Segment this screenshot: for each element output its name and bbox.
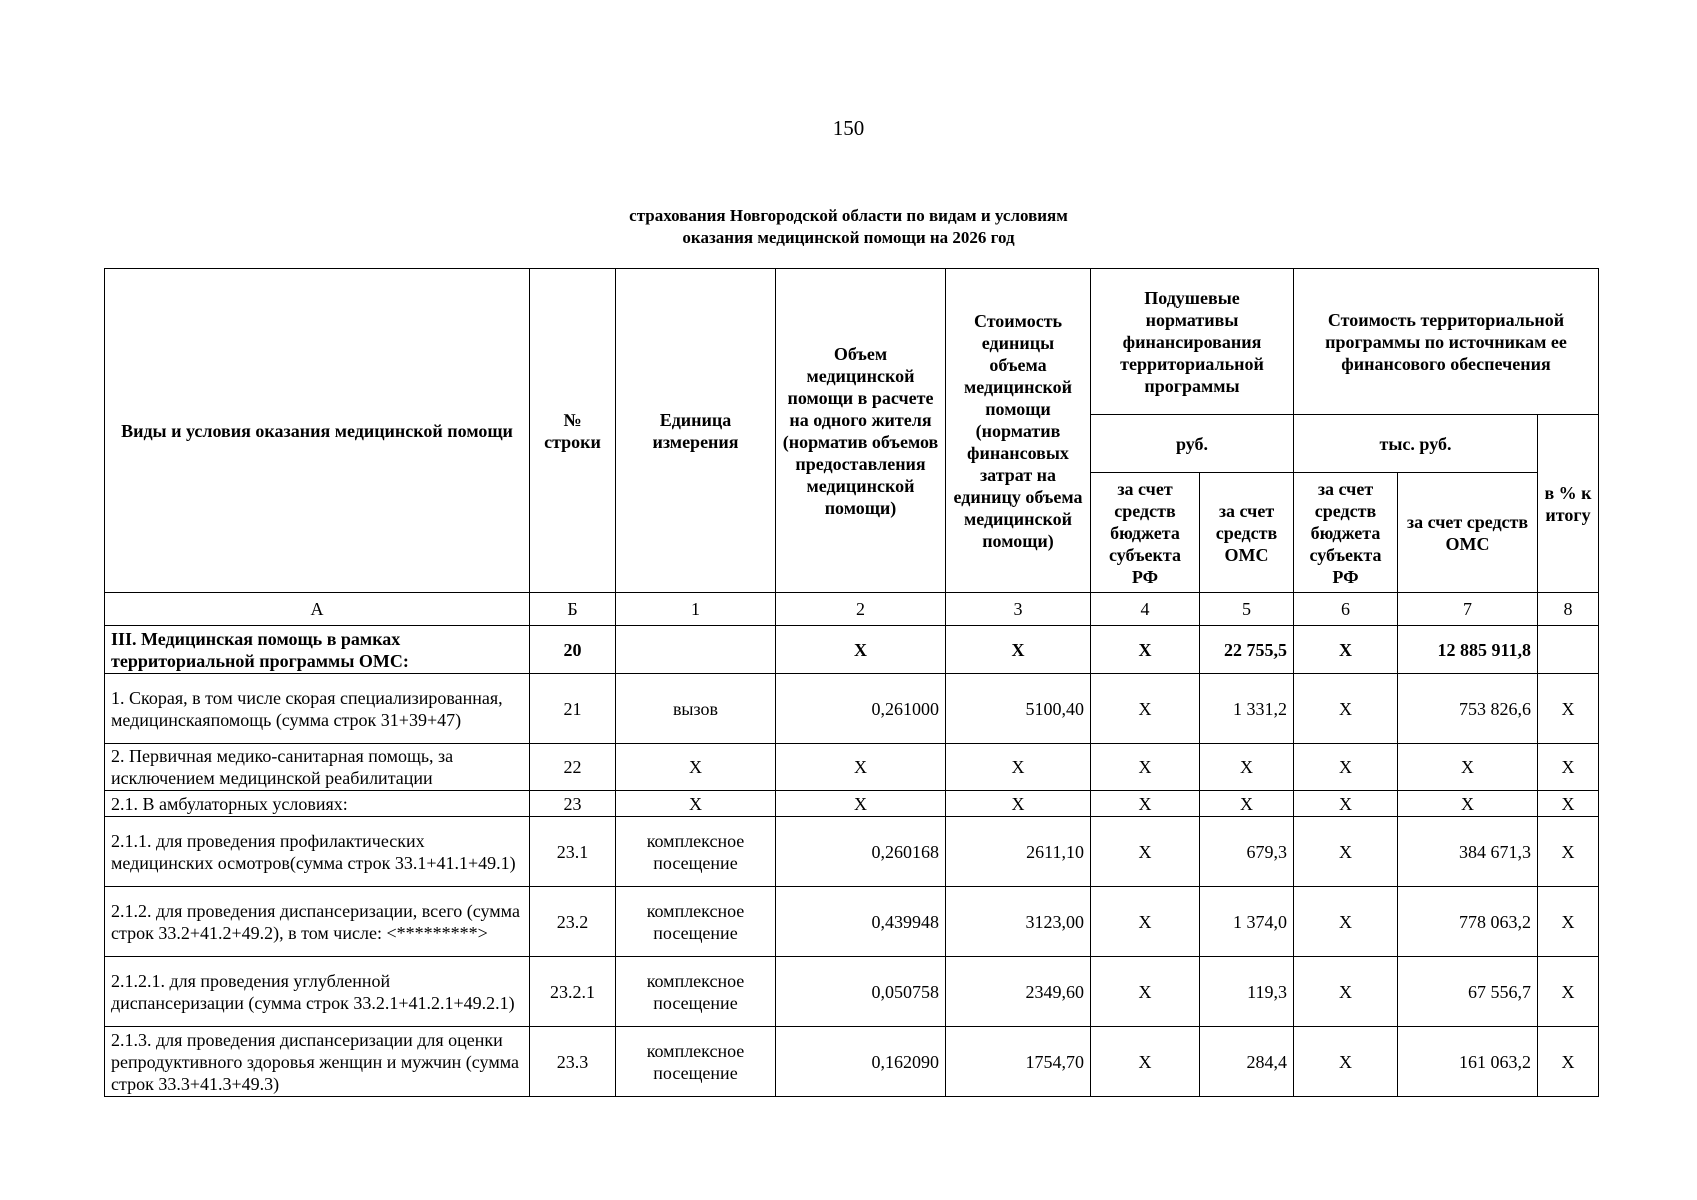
header-cost: Стоимость единицы объема медицинской помощи (норматив финансовых затрат на единицу объема медицинской помощи) [946, 269, 1091, 593]
index-cell: 1 [616, 593, 776, 626]
row-col4: Х [1091, 817, 1200, 887]
row-unit: Х [616, 744, 776, 791]
table-row [105, 744, 1599, 791]
row-col8 [1538, 626, 1599, 674]
index-cell: 5 [1200, 593, 1294, 626]
row-unit: комплексное посещение [616, 887, 776, 957]
row-col5: 22 755,5 [1200, 626, 1294, 674]
row-col6: Х [1294, 957, 1398, 1027]
index-cell: 8 [1538, 593, 1599, 626]
row-unit [616, 626, 776, 674]
row-volume: 0,050758 [776, 957, 946, 1027]
row-col7: 12 885 911,8 [1398, 626, 1538, 674]
row-col7: 161 063,2 [1398, 1027, 1538, 1097]
row-col4: Х [1091, 626, 1200, 674]
row-col4: Х [1091, 957, 1200, 1027]
header-oms: за счет средств ОМС [1200, 473, 1294, 593]
index-cell: А [105, 593, 530, 626]
row-col8: Х [1538, 1027, 1599, 1097]
header-kind: Виды и условия оказания медицинской помощи [105, 269, 530, 593]
row-col8: Х [1538, 957, 1599, 1027]
row-cost: Х [946, 791, 1091, 817]
table-row [105, 791, 1599, 817]
row-col5: 119,3 [1200, 957, 1294, 1027]
row-col5: 284,4 [1200, 1027, 1294, 1097]
row-col6: Х [1294, 744, 1398, 791]
row-name: 2.1.1. для проведения профилактических медицинских осмотров(сумма строк 33.1+41.1+49.1) [105, 817, 530, 887]
header-program-cost: Стоимость территориальной программы по источникам ее финансового обеспечения [1294, 269, 1599, 415]
table-row [105, 887, 1599, 957]
heading-line-1: страхования Новгородской области по видам и условиям [629, 206, 1068, 225]
table-heading [0, 205, 1697, 249]
row-no: 23.2.1 [530, 957, 616, 1027]
row-col8: Х [1538, 817, 1599, 887]
row-volume: Х [776, 626, 946, 674]
header-volume: Объем медицинской помощи в расчете на одного жителя (норматив объемов предоставления медицинской помощи) [776, 269, 946, 593]
row-col4: Х [1091, 1027, 1200, 1097]
row-cost: 1754,70 [946, 1027, 1091, 1097]
header-thousand-rub: тыс. руб. [1294, 415, 1538, 473]
row-volume: 0,261000 [776, 674, 946, 744]
table-row [105, 674, 1599, 744]
row-name: III. Медицинская помощь в рамках территориальной программы ОМС: [105, 626, 530, 674]
row-name: 2.1. В амбулаторных условиях: [105, 791, 530, 817]
row-name: 2.1.2.1. для проведения углубленной диспансеризации (сумма строк 33.2.1+41.2.1+49.2.1) [105, 957, 530, 1027]
row-col6: Х [1294, 626, 1398, 674]
row-col5: 1 374,0 [1200, 887, 1294, 957]
row-name: 2.1.3. для проведения диспансеризации для оценки репродуктивного здоровья женщин и мужчин (сумма строк 33.3+41.3+49.3) [105, 1027, 530, 1097]
row-col6: Х [1294, 674, 1398, 744]
header-rub: руб. [1091, 415, 1294, 473]
index-cell: 3 [946, 593, 1091, 626]
header-unit: Единица измерения [616, 269, 776, 593]
row-unit: комплексное посещение [616, 1027, 776, 1097]
header-oms-2: за счет средств ОМС [1398, 473, 1538, 593]
row-volume: Х [776, 744, 946, 791]
row-col4: Х [1091, 744, 1200, 791]
table-row [105, 817, 1599, 887]
header-row-no: № строки [530, 269, 616, 593]
row-col5: 1 331,2 [1200, 674, 1294, 744]
row-unit: комплексное посещение [616, 957, 776, 1027]
row-no: 23 [530, 791, 616, 817]
column-index-row [105, 593, 1599, 626]
row-name: 2. Первичная медико-санитарная помощь, за исключением медицинской реабилитации [105, 744, 530, 791]
row-no: 23.3 [530, 1027, 616, 1097]
row-cost: 5100,40 [946, 674, 1091, 744]
program-cost-table [104, 268, 1599, 1097]
row-name: 2.1.2. для проведения диспансеризации, всего (сумма строк 33.2+41.2+49.2), в том числе: <*********> [105, 887, 530, 957]
row-no: 21 [530, 674, 616, 744]
row-cost: 2349,60 [946, 957, 1091, 1027]
header-per-capita: Подушевые нормативы финансирования территориальной программы [1091, 269, 1294, 415]
row-unit: Х [616, 791, 776, 817]
header-budget-rf: за счет средств бюджета субъекта РФ [1091, 473, 1200, 593]
page-number: 150 [832, 116, 865, 140]
row-col8: Х [1538, 744, 1599, 791]
row-no: 22 [530, 744, 616, 791]
row-col8: Х [1538, 887, 1599, 957]
index-cell: 7 [1398, 593, 1538, 626]
heading-line-2: оказания медицинской помощи на 2026 год [682, 228, 1015, 247]
row-col6: Х [1294, 887, 1398, 957]
row-col7: Х [1398, 744, 1538, 791]
row-no: 23.2 [530, 887, 616, 957]
table-row [105, 626, 1599, 674]
row-col6: Х [1294, 1027, 1398, 1097]
index-cell: 6 [1294, 593, 1398, 626]
row-no: 23.1 [530, 817, 616, 887]
row-cost: Х [946, 744, 1091, 791]
row-unit: вызов [616, 674, 776, 744]
row-col8: Х [1538, 791, 1599, 817]
header-budget-rf-2: за счет средств бюджета субъекта РФ [1294, 473, 1398, 593]
row-volume: 0,162090 [776, 1027, 946, 1097]
row-col7: 384 671,3 [1398, 817, 1538, 887]
table-row [105, 957, 1599, 1027]
index-cell: 4 [1091, 593, 1200, 626]
header-percent: в % к итогу [1538, 415, 1599, 593]
row-col4: Х [1091, 791, 1200, 817]
row-col7: 778 063,2 [1398, 887, 1538, 957]
row-col5: Х [1200, 744, 1294, 791]
row-volume: Х [776, 791, 946, 817]
row-cost: Х [946, 626, 1091, 674]
row-unit: комплексное посещение [616, 817, 776, 887]
row-col7: 67 556,7 [1398, 957, 1538, 1027]
row-cost: 3123,00 [946, 887, 1091, 957]
row-col4: Х [1091, 674, 1200, 744]
index-cell: Б [530, 593, 616, 626]
row-volume: 0,260168 [776, 817, 946, 887]
row-col6: Х [1294, 817, 1398, 887]
row-cost: 2611,10 [946, 817, 1091, 887]
row-name: 1. Скорая, в том числе скорая специализированная, медицинскаяпомощь (сумма строк 31+39+47) [105, 674, 530, 744]
row-col5: 679,3 [1200, 817, 1294, 887]
table-row [105, 1027, 1599, 1097]
row-no: 20 [530, 626, 616, 674]
index-cell: 2 [776, 593, 946, 626]
row-col5: Х [1200, 791, 1294, 817]
row-col7: Х [1398, 791, 1538, 817]
row-volume: 0,439948 [776, 887, 946, 957]
row-col8: Х [1538, 674, 1599, 744]
row-col6: Х [1294, 791, 1398, 817]
row-col4: Х [1091, 887, 1200, 957]
row-col7: 753 826,6 [1398, 674, 1538, 744]
